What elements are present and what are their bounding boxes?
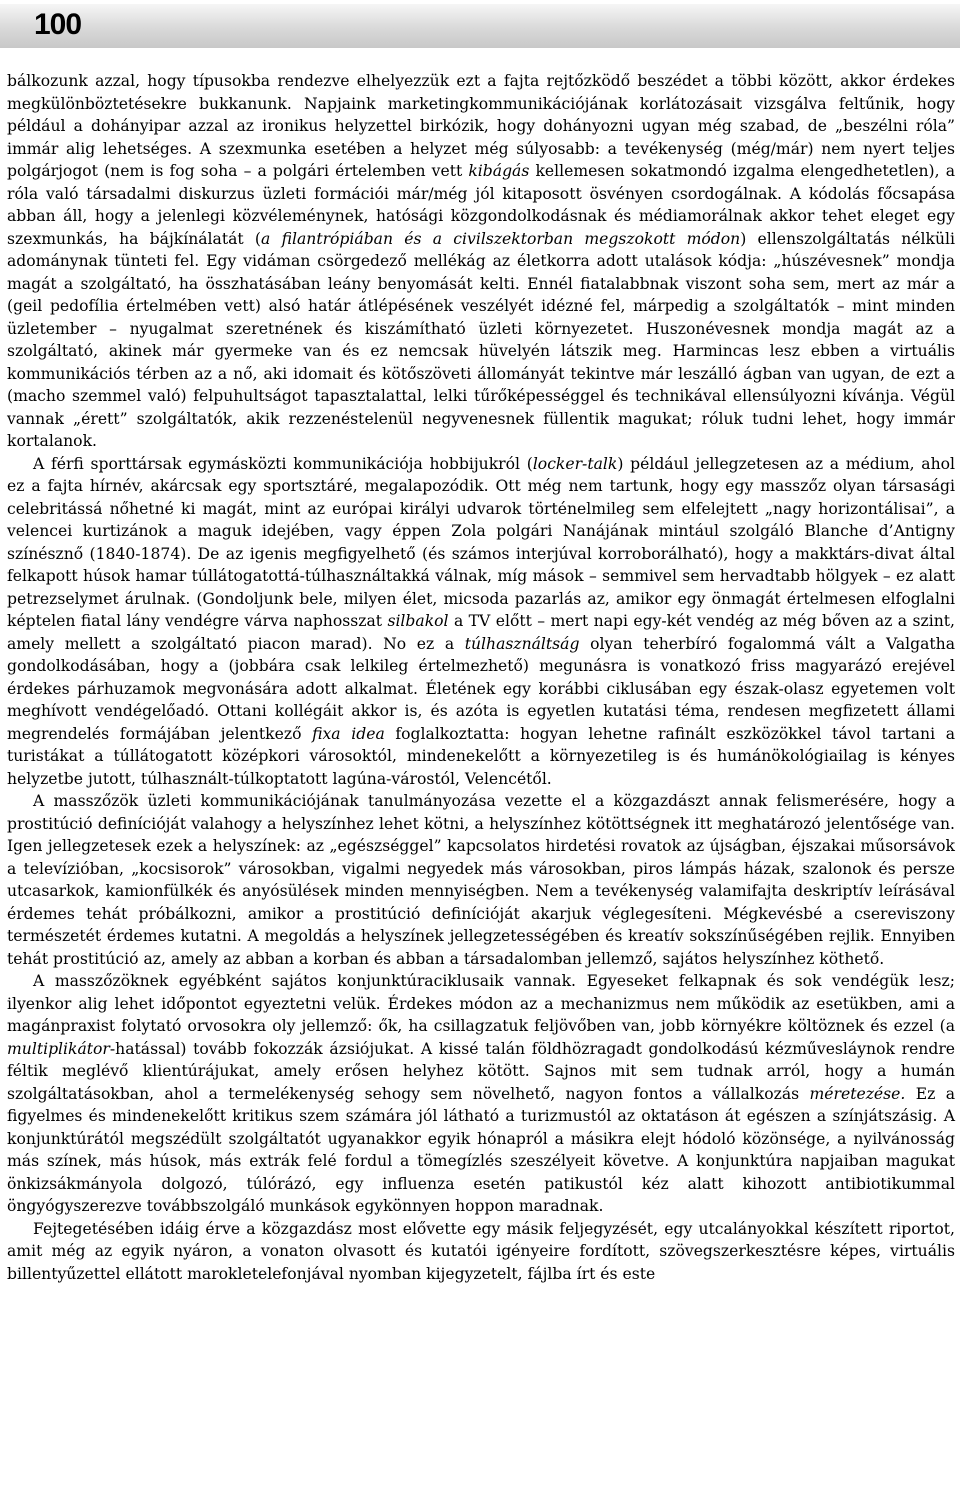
italic-text: silbakol [387,612,449,630]
text-run: Ez a figyelmes és mindenekelőtt kritikus szem számára jól látható a turizmustól az oktatáson át egészen a színjátszásig. A konjunktúrától megszédült szolgáltatót ugyanakkor egyik hónapról a másikra elejt hódoló közönsége, a nyilvánosság más színek, más húsok, más extrák felé fordul a tömegízlés szeszélyeit követve. A konjunktúra napjaiban magukat önkizsákmányola dolgozó, túlórázó, egy influenza esetén patikustól kéz alatt kihozott antibiotikummal öngyógyszerezve továbbszolgáló munkások egykönnyen hoppon maradnak. [7,1084,956,1215]
page-number: 100 [34,8,82,41]
italic-text: a filantrópiában és a civilszektorban megszokott módon [261,229,741,248]
paragraph [7,70,955,453]
text-run: A masszőzök üzleti kommunikációjának tanulmányozása vezette el a közgazdászt annak felismerésére, hogy a prostitúció definícióját valahogy a helyszínhez lehet kötni, a helyszínhez kötöttségnek itt meghatározó jelentősége van. Igen jellegzetesek ezek a helyszínek: az „egészséggel” kapcsolatos hirdetési rovatok az újságban, éjszakai műsorsávok a televízióban, „kocsisorok” városokban, vigalmi negyedek más városokban, piros lámpás házak, szalonok és persze utcasarkok, kamionfülkék és anyósülések minden mennyiségben. Nem a tevékenység valamifajta deskriptív leírásával érdemes tehát próbálkozni, amikor a prostitúció definícióját akarjuk véglegesíteni. Mégkevésbé a csereviszony természetét érdemes kutatni. A megoldás a helyszínek jellegzetességében és kreatív sokszínűségében rejlik. Ennyiben tehát prostitúció az, amely az abban a korban és abban a társadalomban jellemző, sajátos helyszínhez köthető. [7,792,955,968]
text-run: ) ellenszolgáltatás nélküli adománynak tünteti fel. Egy vidáman csörgedező mellékág az életkorra adott utalások kódja: „húszévesnek” mondja magát a szolgáltató, ha összhatásában leány benyomását kelti. Ennél fiatalabbnak viszont soha sem, mert az már a (geil pedofília értelmében vett) alsó határ átlépésének veszélyét idézné fel, márpedig a szolgáltatók – mint minden üzletember – nyugalmat szeretnének és kiszámítható üzleti környezetet. Huszonévesnek mondja magát az a szolgáltató, akinek már gyermeke van és ez nemcsak hüvelyén látszik meg. Harmincas lesz ebben a virtuális kommunikációs térben az a nő, aki idomait és kötőszöveti állományát tekintve már leszálló ágban van ugyan, de ezt a (macho szemmel való) felpuhultságot tapasztalattal, lelki tűrőképességgel és technikával ellensúlyozni kívánja. Végül vannak „érett” szolgáltatók, akik rezzenéstelenül negyvenesnek füllentik magukat; róluk tudni lehet, hogy immár kortalanok. [7,229,956,450]
body-text [7,70,955,1285]
page-header [0,0,960,50]
text-run: Fejtegetésében idáig érve a közgazdász most elővette egy másik feljegyzését, egy utcalányokkal készített riportot, amit még az egyik nyáron, a vonaton olvasott és kutatói igényeire fordított, szövegszerkesztésre képes, virtuális billentyűzettel ellátott marokletelefonjával nyomban kijegyzetelt, fájlba írt és este [7,1219,955,1283]
italic-text: locker-talk [532,454,618,473]
paragraph [7,453,955,791]
italic-text: multiplikátor [7,1039,110,1058]
text-run: kellemesen sokatmondó izgalma elengedhetetlen), a róla való társadalmi diskurzus üzleti formációi már/még jól kitaposott ösvényen csordogálnak. A kódolás főcsapása abban áll, hogy a jelenlegi közvéleménynek, hatósági közgondolkodásnak és médiamorálnak akkor tehet eleget egy szexmunkás, ha bájkínálatát ( [7,162,955,248]
text-run: foglalkoztatta: hogyan lehetne rafinált eszközökkel távol tartani a turistákat a túllátogatott középkori városoktól, mindenekelőtt a környezetileg is és humánökológiailag is kényes helyzetbe jutott, túlhasznált-túlkoptatott lagúna-várostól, Velencétől. [7,724,955,788]
paragraph [7,1218,955,1286]
text-run: bálkozunk azzal, hogy típusokba rendezve elhelyezzük ezt a fajta rejtőzködő beszédet a többi között, akkor érdekes megkülönböztetésekre bukkanunk. Napjaink marketingkommunikációjának korlátozásait vizsgálva feltűnik, hogy például a dohányipar azzal az ironikus helyzettel birkózik, hogy dohányozni ugyan még szabad, de „beszélni róla” immár alig lehetséges. A szexmunka esetében a helyzet még súlyosabb: a tevékenység (még/már) nem nyert teljes polgárjogot (nem is fog soha – a polgári értelemben vett [7,72,955,180]
text-run: olyan teherbíró fogalommá vált a Valgatha gondolkodásában, hogy a (jobbára csak lelkileg értelmezhető) megunásra is vonatkozó friss magyarázó erejével érdekes párhuzamok megvonására adott alkalmat. Életének egy korábbi ciklusában egy észak-olasz egyetemen volt meghívott vendégelőadó. Ottani kollégáit akkor is, és azóta is egyetlen kutatási téma, rendesen megfizetett állami megrendelés formájában jelentkező [7,634,955,743]
italic-text: túlhasználtság [464,634,580,653]
text-run: -hatással) tovább fokozzák ázsiójukat. A kissé talán földhözragadt gondolkodású kézművesláynok rendre féltik meglévő klientúrájukat, amely erősen helyhez kötött. Sajnos mit sem tudnak arról, hogy a humán szolgáltatásokban, ahol a termelékenység sehogy sem növelhető, nagyon fontos a vállalkozás [7,1039,955,1103]
italic-text: méretezése. [809,1084,906,1103]
italic-text: fixa idea [312,724,385,743]
paragraph [7,970,955,1218]
text-run: A masszőzöknek egyébként sajátos konjunktúraciklusaik vannak. Egyeseket felkapnak és sok vendégük lesz; ilyenkor alig lehet időpontot egyeztetni velük. Érdekes módon az a mechanizmus nem működik az esetükben, ami a magánpraxist folytató orvosokra oly jellemző: ők, ha csillagzatuk feljövőben van, jobb környékre költöznek és ezzel (a [7,972,955,1035]
italic-text: kibágás [468,162,530,180]
text-run: A férfi sporttársak egymásközti kommunikációja hobbijukról ( [33,454,533,473]
header-shade [0,4,960,48]
paragraph [7,790,955,970]
text-run: ) például jellegzetesen az a médium, ahol ez a fajta hírnév, akárcsak egy sportsztáré, megalapozódik. Ott még nem tartunk, hogy egy masszőz olyan társasági celebritássá nőhetné ki magát, mint az európai királyi udvarok történelmileg sem elfelejtett „nagy horizontálisai”, a velencei kurtizánok a maguk idejében, vagy éppen Zola polgári Nanájának mintául szolgáló Blanche d’Antigny színésznő (1840-1874). De az igenis megfigyelhető (és számos interjúval korroborálható), hogy a makktárs-divat által felkapott húsok hamar túllátogatottá-túlhasználtakká válnak, míg mások – semmivel sem hervadtabb hölgyek – ez alatt petrezselymet árulnak. (Gondoljunk bele, milyen élet, micsoda pazarlás az, amikor egy önmagát értelmesen elfoglalni képtelen fiatal lány vendégre várva naphosszat [7,454,955,630]
text-run: a TV előtt – mert napi egy-két vendég az még bőven az a szint, amely mellett a szolgáltató piacon marad). No ez a [7,612,955,653]
